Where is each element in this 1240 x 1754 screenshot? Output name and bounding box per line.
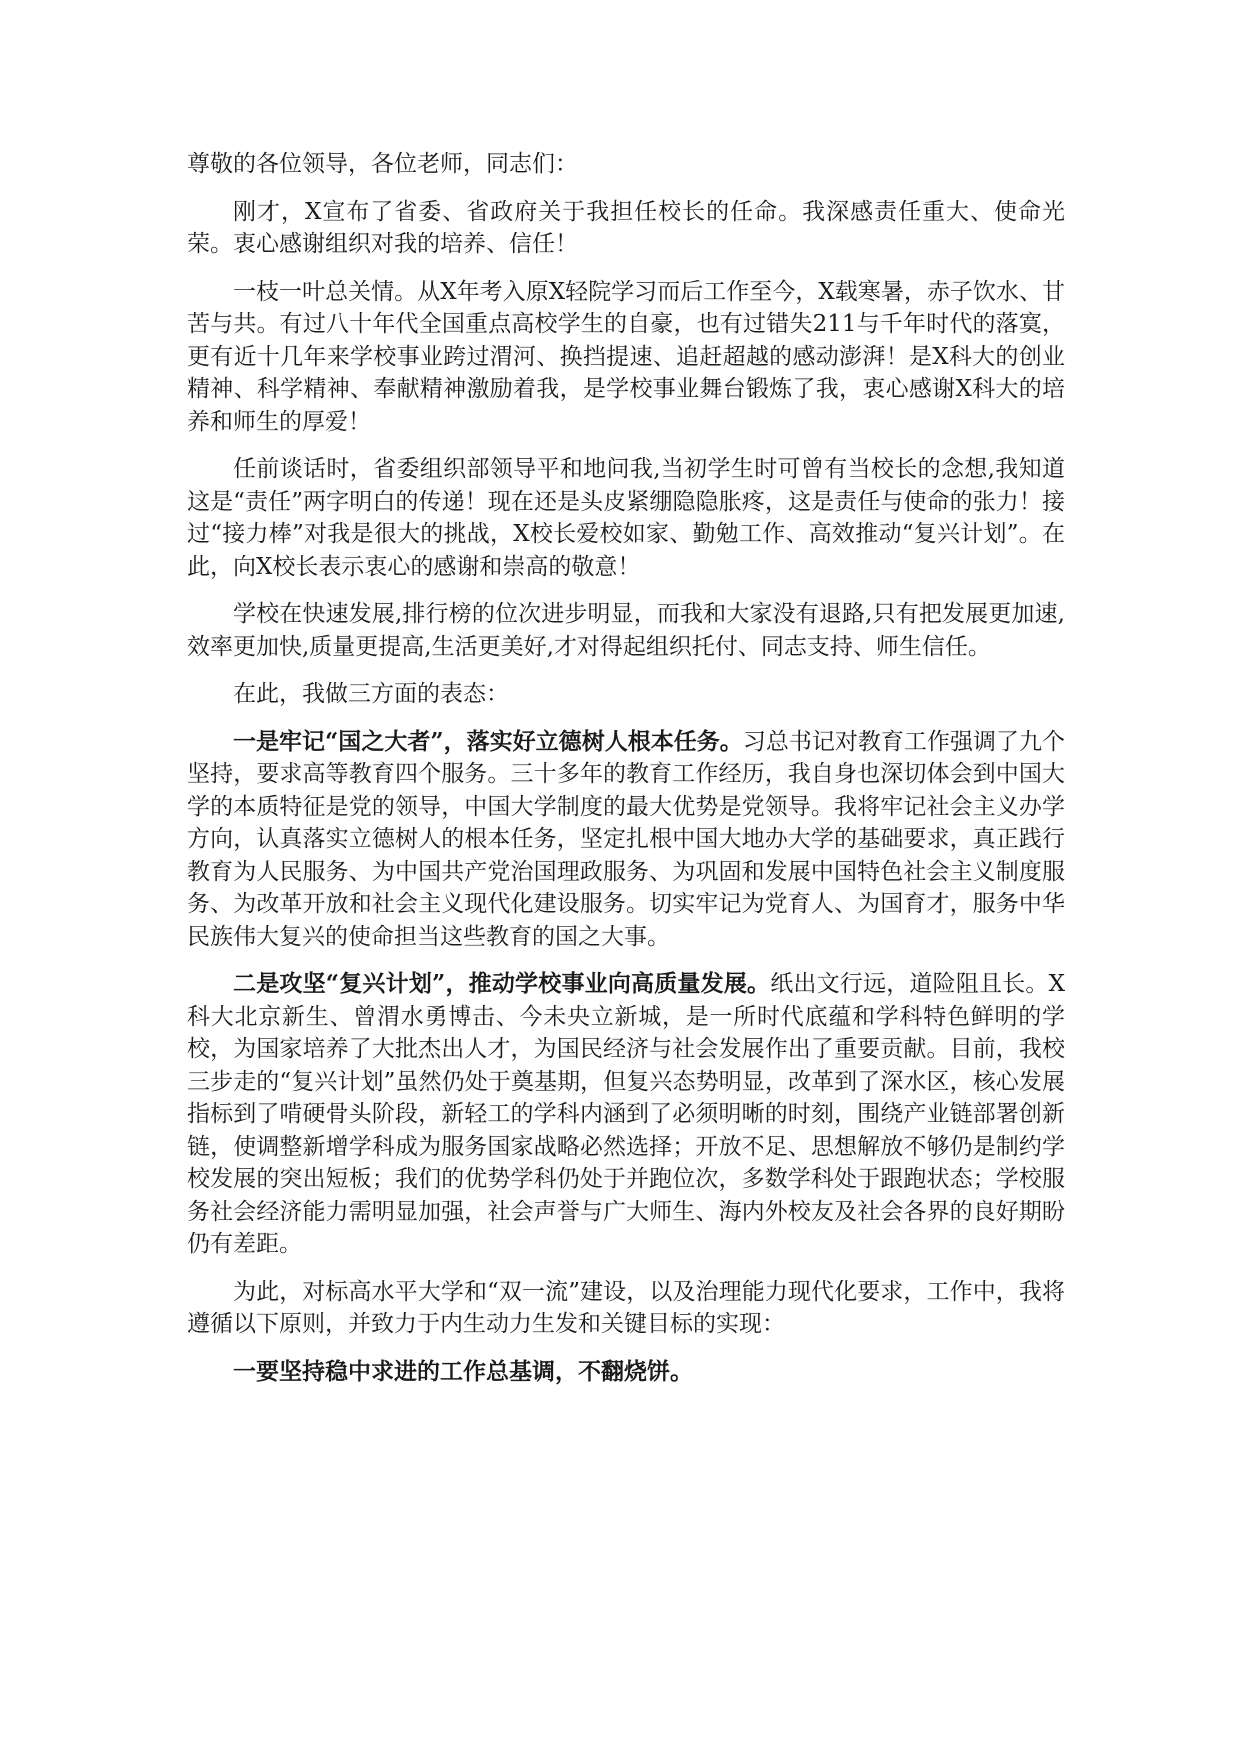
paragraph-principles bbox=[187, 1276, 1065, 1341]
paragraph-text: 学校在快速发展,排行榜的位次进步明显，而我和大家没有退路,只有把发展更加速,效率更加快,质量更提高,生活更美好,才对得起组织托付、同志支持、师生信任。 bbox=[187, 601, 1065, 660]
salutation: 尊敬的各位领导，各位老师，同志们： bbox=[187, 151, 578, 177]
paragraph-development bbox=[187, 598, 1065, 663]
paragraph-intro-statements bbox=[187, 678, 1065, 711]
paragraph-lead: 二是攻坚“复兴计划”，推动学校事业向高质量发展。 bbox=[233, 970, 771, 997]
paragraph-text: 刚才，X宣布了省委、省政府关于我担任校长的任命。我深感责任重大、使命光荣。衷心感谢组织对我的培养、信任！ bbox=[187, 198, 1065, 257]
paragraph-point-one bbox=[187, 726, 1065, 954]
paragraph-text: 习总书记对教育工作强调了九个坚持，要求高等教育四个服务。三十多年的教育工作经历，我自身也深切体会到中国大学的本质特征是党的领导，中国大学制度的最大优势是党领导。我将牢记社会主义办学方向，认真落实立德树人的根本任务，坚定扎根中国大地办大学的基础要求，真正践行教育为人民服务、为中国共产党治国理政服务、为巩固和发展中国特色社会主义制度服务、为改革开放和社会主义现代化建设服务。切实牢记为党育人、为国育才，服务中华民族伟大复兴的使命担当这些教育的国之大事。 bbox=[187, 728, 1066, 950]
paragraph-text: 在此，我做三方面的表态： bbox=[233, 681, 509, 707]
paragraph-text: 为此，对标高水平大学和“双一流”建设，以及治理能力现代化要求，工作中，我将遵循以下原则，并致力于内生动力生发和关键目标的实现： bbox=[187, 1278, 1065, 1337]
paragraph-appointment bbox=[187, 196, 1065, 261]
paragraph-point-two bbox=[187, 968, 1065, 1261]
paragraph-text: 一枝一叶总关情。从X年考入原X轻院学习而后工作至今，X载寒暑，赤子饮水、甘苦与共。有过八十年代全国重点高校学生的自豪，也有过错失211与千年时代的落寞，更有近十几年来学校事业跨过渭河、换挡提速、追赶超越的感动澎湃！是X科大的创业精神、科学精神、奉献精神激励着我，是学校事业舞台锻炼了我，衷心感谢X科大的培养和师生的厚爱！ bbox=[187, 278, 1065, 435]
paragraph-responsibility bbox=[187, 453, 1065, 583]
paragraph-gratitude bbox=[187, 276, 1065, 439]
paragraph-text: 任前谈话时，省委组织部领导平和地问我,当初学生时可曾有当校长的念想,我知道这是“责任”两字明白的传递！现在还是头皮紧绷隐隐胀疼，这是责任与使命的张力！接过“接力棒”对我是很大的挑战，X校长爱校如家、勤勉工作、高效推动“复兴计划”。在此，向X校长表示衷心的感谢和崇高的敬意！ bbox=[187, 456, 1065, 580]
paragraph-text: 纸出文行远，道险阻且长。X科大北京新生、曾渭水勇博击、今未央立新城，是一所时代底蕴和学科特色鲜明的学校，为国家培养了大批杰出人才，为国民经济与社会发展作出了重要贡献。目前，我校三步走的“复兴计划”虽然仍处于奠基期，但复兴态势明显，改革到了深水区，核心发展指标到了啃硬骨头阶段，新轻工的学科内涵到了必须明晰的时刻，围绕产业链部署创新链，使调整新增学科成为服务国家战略必然选择；开放不足、思想解放不够仍是制约学校发展的突出短板；我们的优势学科仍处于并跑位次，多数学科处于跟跑状态；学校服务社会经济能力需明显加强，社会声誉与广大师生、海内外校友及社会各界的良好期盼仍有差距。 bbox=[187, 971, 1065, 1257]
paragraph-lead: 一是牢记“国之大者”，落实好立德树人根本任务。 bbox=[233, 727, 743, 755]
final-heading: 一要坚持稳中求进的工作总基调，不翻烧饼。 bbox=[233, 1357, 693, 1385]
document-body bbox=[187, 148, 1065, 1403]
